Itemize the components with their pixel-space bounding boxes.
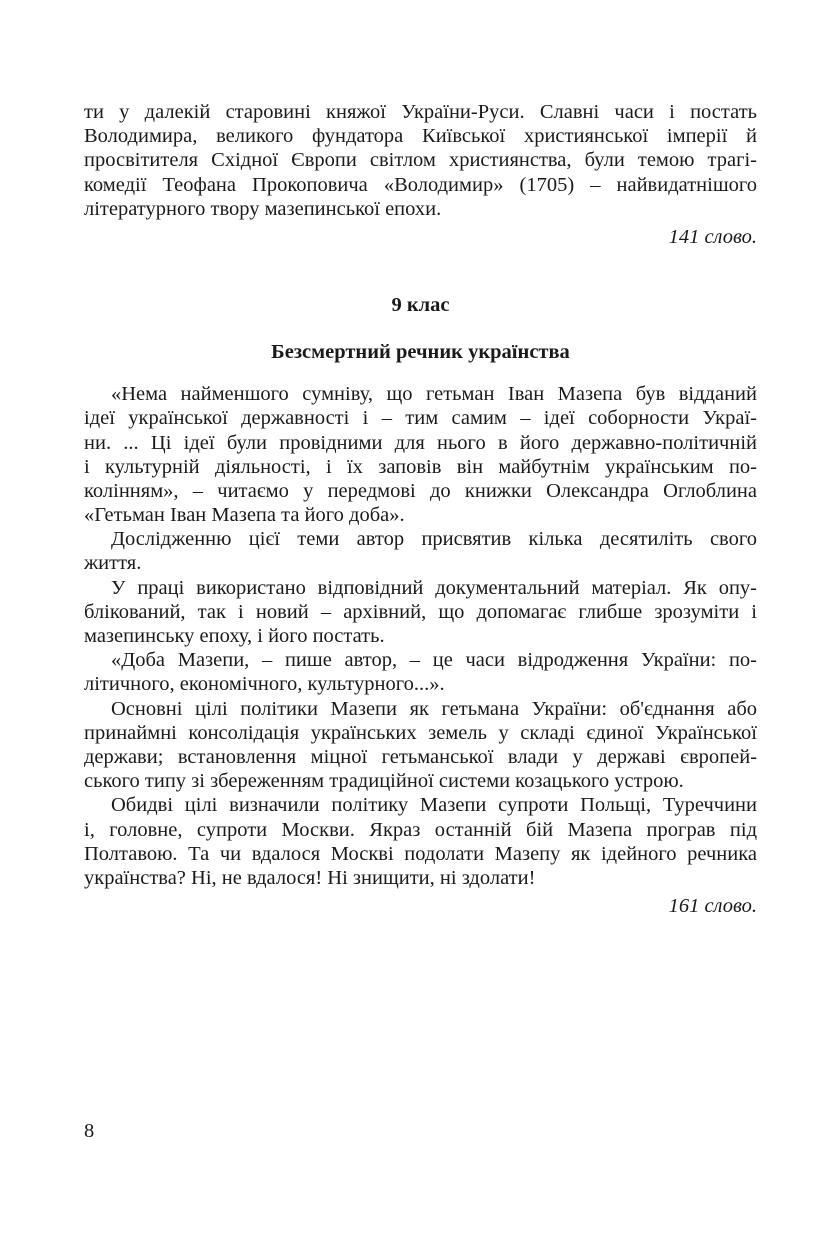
text-line: мазепинську епоху, і його постать. (84, 625, 385, 647)
page-number: 8 (84, 1120, 95, 1142)
text-line: блікований, так і новий – архівний, що допомагає глибше зрозуміти і (84, 600, 757, 623)
text-line: Основні цілі політики Мазепи як гетьмана України: об'єднання або (111, 697, 757, 720)
paragraph-3 (84, 576, 757, 649)
paragraph-6 (84, 793, 757, 890)
text-line: ського типу зі збереженням традиційної системи козацького устрою. (84, 770, 684, 793)
section-title: Безсмертний речник українства (271, 341, 570, 364)
text-line: У праці використано відповідний документальний матеріал. Як опу- (111, 576, 757, 599)
text-line: ідеї української державності і – тим самим – ідеї соборности Украї- (84, 407, 757, 430)
text-line: і культурній діяльності, і їх заповів він майбутнім українським по- (84, 455, 757, 478)
text-line: літичного, економічного, культурного...». (84, 673, 445, 696)
page-body (84, 100, 757, 918)
text-line: принаймні консолідація українських земель у складі єдиної Української (84, 721, 757, 744)
text-line: життя. (84, 552, 142, 575)
text-line: і, головне, супроти Москви. Якраз останній бій Мазепа програв під (84, 818, 757, 841)
text-line: літературного твору мазепинської епохи. (84, 197, 442, 220)
paragraph-4 (84, 648, 757, 696)
text-line: Обидві цілі визначили політику Мазепи супроти Польщі, Туреччини (111, 794, 757, 817)
text-line: комедії Теофана Прокоповича «Володимир» (1705) – найвидатнішого (84, 173, 757, 196)
text-line: «Доба Мазепи, – пише автор, – це часи відродження України: по- (111, 649, 757, 672)
text-line: українства? Ні, не вдалося! Ні знищити, ні здолати! (84, 866, 536, 889)
grade-heading: 9 клас (391, 294, 450, 317)
text-line: ти у далекій старовині княжої України-Руси. Славні часи і постать (84, 101, 757, 123)
text-line: «Нема найменшого сумніву, що гетьман Іван Мазепа був відданий (111, 383, 757, 406)
paragraph-1 (84, 382, 757, 527)
text-line: «Гетьман Іван Мазепа та його доба». (84, 504, 405, 527)
text-line: Дослідженню цієї теми автор присвятив кілька десятиліть свого (111, 528, 757, 551)
text-line: колінням», – читаємо у передмові до книжки Олександра Оглоблина (84, 479, 757, 502)
text-line: просвітителя Східної Європи світлом християнства, були темою трагі- (84, 149, 757, 172)
text-line: Полтавою. Та чи вдалося Москві подолати Мазепу як ідейного речника (84, 842, 757, 865)
word-count: 141 слово. (668, 225, 757, 248)
paragraph-2 (84, 527, 757, 575)
text-line: Володимира, великого фундатора Київської християнської імперії й (84, 125, 757, 148)
intro-paragraph (84, 100, 757, 221)
text-line: держави; встановлення міцної гетьманської влади у державі європей- (84, 745, 757, 768)
closing-word-count: 161 слово. (668, 895, 757, 918)
text-line: ни. ... Ці ідеї були провідними для нього в його державно-політичній (84, 431, 757, 454)
paragraph-5 (84, 697, 757, 794)
